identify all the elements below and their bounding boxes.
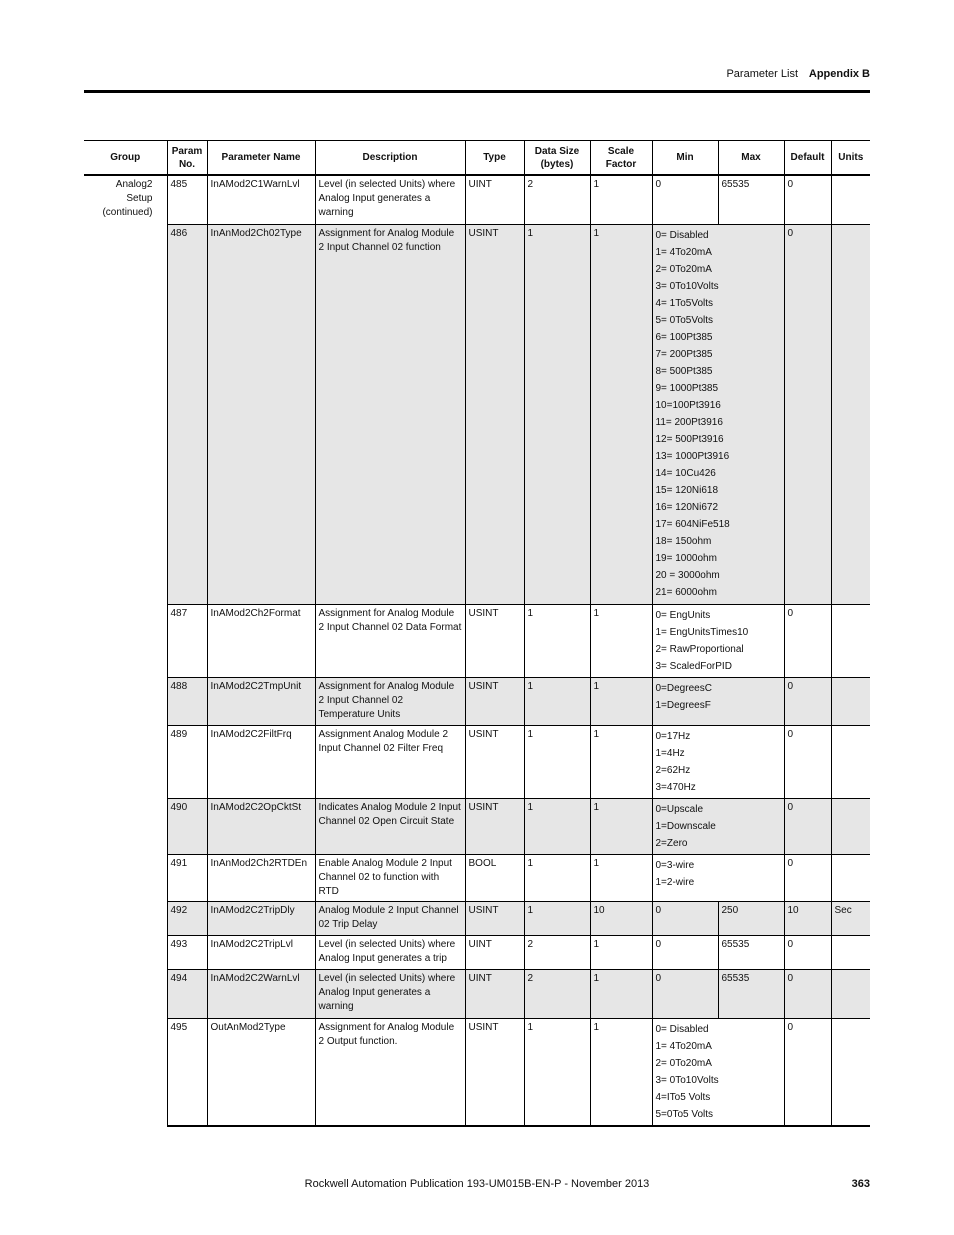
group-cell bbox=[84, 175, 167, 1126]
min-max-options-cell bbox=[652, 604, 784, 677]
header-section-title: Parameter List bbox=[726, 68, 798, 80]
scale-factor-cell: 1 bbox=[590, 175, 652, 224]
option-item: 1= 4To20mA bbox=[655, 1040, 712, 1052]
table-row bbox=[84, 1018, 870, 1126]
option-item: 20 = 3000ohm bbox=[655, 569, 720, 581]
table-row bbox=[84, 854, 870, 901]
data-size-cell: 1 bbox=[524, 604, 590, 677]
col-header-max: Max bbox=[718, 141, 784, 176]
description-cell: Level (in selected Units) where Analog Input generates a trip bbox=[315, 935, 465, 969]
parameter-name-cell: InAMod2C2TripDly bbox=[207, 901, 315, 935]
param-no-cell: 487 bbox=[167, 604, 207, 677]
option-item: 1=4Hz bbox=[655, 747, 685, 759]
default-cell: 0 bbox=[784, 604, 831, 677]
min-cell: 0 bbox=[652, 969, 718, 1018]
parameter-name-cell: InAMod2C1WarnLvl bbox=[207, 175, 315, 224]
data-size-cell: 1 bbox=[524, 854, 590, 901]
option-item: 0=Upscale bbox=[655, 803, 704, 815]
group-note: (continued) bbox=[102, 207, 153, 218]
parameter-name-cell: InAMod2C2WarnLvl bbox=[207, 969, 315, 1018]
description-cell: Analog Module 2 Input Channel 02 Trip Delay bbox=[315, 901, 465, 935]
option-item: 2= 0To20mA bbox=[655, 263, 712, 275]
default-cell: 0 bbox=[784, 969, 831, 1018]
option-item: 0= EngUnits bbox=[655, 609, 711, 621]
param-no-cell: 495 bbox=[167, 1018, 207, 1126]
col-header-default: Default bbox=[784, 141, 831, 176]
table-row bbox=[84, 798, 870, 854]
scale-factor-cell: 10 bbox=[590, 901, 652, 935]
option-item: 5=0To5 Volts bbox=[655, 1108, 714, 1120]
option-item: 3= 0To10Volts bbox=[655, 280, 719, 292]
parameter-table bbox=[84, 140, 870, 1127]
option-item: 11= 200Pt3916 bbox=[655, 416, 723, 428]
param-no-cell: 488 bbox=[167, 677, 207, 725]
table-row bbox=[84, 969, 870, 1018]
parameter-name-cell: InAMod2C2OpCktSt bbox=[207, 798, 315, 854]
table-row bbox=[84, 677, 870, 725]
units-cell bbox=[831, 604, 870, 677]
default-cell: 0 bbox=[784, 1018, 831, 1126]
default-cell: 0 bbox=[784, 935, 831, 969]
data-size-cell: 1 bbox=[524, 901, 590, 935]
option-item: 0=DegreesC bbox=[655, 682, 712, 694]
type-cell: USINT bbox=[465, 224, 524, 604]
parameter-name-cell: InAnMod2Ch02Type bbox=[207, 224, 315, 604]
option-item: 5= 0To5Volts bbox=[655, 314, 714, 326]
table-row bbox=[84, 175, 870, 224]
scale-factor-cell: 1 bbox=[590, 677, 652, 725]
description-cell: Level (in selected Units) where Analog Input generates a warning bbox=[315, 969, 465, 1018]
default-cell: 10 bbox=[784, 901, 831, 935]
table-body bbox=[84, 175, 870, 1126]
units-cell bbox=[831, 175, 870, 224]
scale-factor-cell: 1 bbox=[590, 969, 652, 1018]
parameter-name-cell: InAnMod2Ch2RTDEn bbox=[207, 854, 315, 901]
option-item: 0= Disabled bbox=[655, 229, 709, 241]
units-cell bbox=[831, 935, 870, 969]
option-item: 4= 1To5Volts bbox=[655, 297, 714, 309]
option-item: 17= 604NiFe518 bbox=[655, 518, 730, 530]
option-item: 1=DegreesF bbox=[655, 699, 711, 711]
option-item: 9= 1000Pt385 bbox=[655, 382, 719, 394]
units-cell bbox=[831, 854, 870, 901]
default-cell: 0 bbox=[784, 798, 831, 854]
param-no-cell: 485 bbox=[167, 175, 207, 224]
param-no-cell: 493 bbox=[167, 935, 207, 969]
description-cell: Assignment for Analog Module 2 Input Channel 02 function bbox=[315, 224, 465, 604]
data-size-cell: 1 bbox=[524, 798, 590, 854]
min-max-options-cell bbox=[652, 677, 784, 725]
data-size-cell: 2 bbox=[524, 969, 590, 1018]
parameter-name-cell: OutAnMod2Type bbox=[207, 1018, 315, 1126]
option-item: 2=Zero bbox=[655, 837, 688, 849]
description-cell: Assignment for Analog Module 2 Input Channel 02 Data Format bbox=[315, 604, 465, 677]
option-item: 14= 10Cu426 bbox=[655, 467, 716, 479]
max-cell: 250 bbox=[718, 901, 784, 935]
max-cell: 65535 bbox=[718, 935, 784, 969]
scale-factor-cell: 1 bbox=[590, 854, 652, 901]
units-cell bbox=[831, 798, 870, 854]
max-cell: 65535 bbox=[718, 969, 784, 1018]
default-cell: 0 bbox=[784, 175, 831, 224]
min-max-options-cell bbox=[652, 854, 784, 901]
option-item: 2= RawProportional bbox=[655, 643, 744, 655]
footer-publication: Rockwell Automation Publication 193-UM015B-EN-P - November 2013 bbox=[304, 1178, 650, 1190]
min-max-options-cell bbox=[652, 1018, 784, 1126]
col-header-type: Type bbox=[465, 141, 524, 176]
table-row bbox=[84, 901, 870, 935]
data-size-cell: 2 bbox=[524, 175, 590, 224]
min-max-options-cell bbox=[652, 224, 784, 604]
scale-factor-cell: 1 bbox=[590, 1018, 652, 1126]
parameter-name-cell: InAMod2C2TripLvl bbox=[207, 935, 315, 969]
group-name: Analog2 Setup bbox=[115, 179, 153, 204]
units-cell bbox=[831, 1018, 870, 1126]
option-item: 1= 4To20mA bbox=[655, 246, 712, 258]
data-size-cell: 1 bbox=[524, 1018, 590, 1126]
type-cell: UINT bbox=[465, 935, 524, 969]
col-header-param-no: Param No. bbox=[167, 141, 207, 176]
type-cell: UINT bbox=[465, 175, 524, 224]
col-header-units: Units bbox=[831, 141, 870, 176]
param-no-cell: 491 bbox=[167, 854, 207, 901]
max-cell: 65535 bbox=[718, 175, 784, 224]
type-cell: USINT bbox=[465, 725, 524, 798]
option-item: 7= 200Pt385 bbox=[655, 348, 713, 360]
scale-factor-cell: 1 bbox=[590, 798, 652, 854]
table-row bbox=[84, 604, 870, 677]
col-header-data-size: Data Size (bytes) bbox=[524, 141, 590, 176]
header-appendix-label: Appendix B bbox=[808, 68, 870, 80]
option-item: 8= 500Pt385 bbox=[655, 365, 713, 377]
table-row bbox=[84, 725, 870, 798]
description-cell: Assignment for Analog Module 2 Input Channel 02 Temperature Units bbox=[315, 677, 465, 725]
units-cell bbox=[831, 725, 870, 798]
col-header-scale-factor: Scale Factor bbox=[590, 141, 652, 176]
option-item: 21= 6000ohm bbox=[655, 586, 717, 598]
description-cell: Assignment for Analog Module 2 Output function. bbox=[315, 1018, 465, 1126]
param-no-cell: 486 bbox=[167, 224, 207, 604]
type-cell: UINT bbox=[465, 969, 524, 1018]
type-cell: USINT bbox=[465, 677, 524, 725]
option-item: 16= 120Ni672 bbox=[655, 501, 719, 513]
option-item: 2= 0To20mA bbox=[655, 1057, 712, 1069]
type-cell: USINT bbox=[465, 604, 524, 677]
scale-factor-cell: 1 bbox=[590, 224, 652, 604]
page-header bbox=[84, 60, 870, 93]
type-cell: BOOL bbox=[465, 854, 524, 901]
description-cell: Enable Analog Module 2 Input Channel 02 to function with RTD bbox=[315, 854, 465, 901]
default-cell: 0 bbox=[784, 725, 831, 798]
min-cell: 0 bbox=[652, 175, 718, 224]
type-cell: USINT bbox=[465, 798, 524, 854]
units-cell bbox=[831, 969, 870, 1018]
option-item: 12= 500Pt3916 bbox=[655, 433, 724, 445]
units-cell bbox=[831, 224, 870, 604]
parameter-name-cell: InAMod2C2TmpUnit bbox=[207, 677, 315, 725]
option-item: 2=62Hz bbox=[655, 764, 691, 776]
option-item: 3=470Hz bbox=[655, 781, 696, 793]
option-item: 15= 120Ni618 bbox=[655, 484, 719, 496]
table-row bbox=[84, 224, 870, 604]
parameter-name-cell: InAMod2Ch2Format bbox=[207, 604, 315, 677]
option-item: 19= 1000ohm bbox=[655, 552, 717, 564]
data-size-cell: 1 bbox=[524, 677, 590, 725]
default-cell: 0 bbox=[784, 854, 831, 901]
option-item: 6= 100Pt385 bbox=[655, 331, 713, 343]
default-cell: 0 bbox=[784, 677, 831, 725]
parameter-name-cell: InAMod2C2FiltFrq bbox=[207, 725, 315, 798]
option-item: 18= 150ohm bbox=[655, 535, 712, 547]
data-size-cell: 2 bbox=[524, 935, 590, 969]
min-max-options-cell bbox=[652, 798, 784, 854]
min-max-options-cell bbox=[652, 725, 784, 798]
option-item: 1=2-wire bbox=[655, 876, 695, 888]
param-no-cell: 494 bbox=[167, 969, 207, 1018]
option-item: 3= ScaledForPID bbox=[655, 660, 732, 672]
min-cell: 0 bbox=[652, 935, 718, 969]
option-item: 10=100Pt3916 bbox=[655, 399, 721, 411]
param-no-cell: 489 bbox=[167, 725, 207, 798]
footer-page-number: 363 bbox=[851, 1178, 870, 1190]
col-header-description: Description bbox=[315, 141, 465, 176]
scale-factor-cell: 1 bbox=[590, 725, 652, 798]
option-item: 13= 1000Pt3916 bbox=[655, 450, 730, 462]
option-item: 1= EngUnitsTimes10 bbox=[655, 626, 749, 638]
scale-factor-cell: 1 bbox=[590, 935, 652, 969]
option-item: 0=3-wire bbox=[655, 859, 695, 871]
type-cell: USINT bbox=[465, 1018, 524, 1126]
type-cell: USINT bbox=[465, 901, 524, 935]
option-item: 4=ITo5 Volts bbox=[655, 1091, 711, 1103]
col-header-group: Group bbox=[84, 141, 167, 176]
option-item: 0=17Hz bbox=[655, 730, 691, 742]
table-row bbox=[84, 935, 870, 969]
col-header-min: Min bbox=[652, 141, 718, 176]
min-cell: 0 bbox=[652, 901, 718, 935]
option-item: 1=Downscale bbox=[655, 820, 716, 832]
units-cell bbox=[831, 677, 870, 725]
option-item: 0= Disabled bbox=[655, 1023, 709, 1035]
param-no-cell: 492 bbox=[167, 901, 207, 935]
description-cell: Level (in selected Units) where Analog Input generates a warning bbox=[315, 175, 465, 224]
table-header-row bbox=[84, 141, 870, 176]
option-item: 3= 0To10Volts bbox=[655, 1074, 719, 1086]
units-cell: Sec bbox=[831, 901, 870, 935]
col-header-parameter-name: Parameter Name bbox=[207, 141, 315, 176]
param-no-cell: 490 bbox=[167, 798, 207, 854]
description-cell: Assignment Analog Module 2 Input Channel 02 Filter Freq bbox=[315, 725, 465, 798]
data-size-cell: 1 bbox=[524, 224, 590, 604]
default-cell: 0 bbox=[784, 224, 831, 604]
data-size-cell: 1 bbox=[524, 725, 590, 798]
scale-factor-cell: 1 bbox=[590, 604, 652, 677]
description-cell: Indicates Analog Module 2 Input Channel 02 Open Circuit State bbox=[315, 798, 465, 854]
